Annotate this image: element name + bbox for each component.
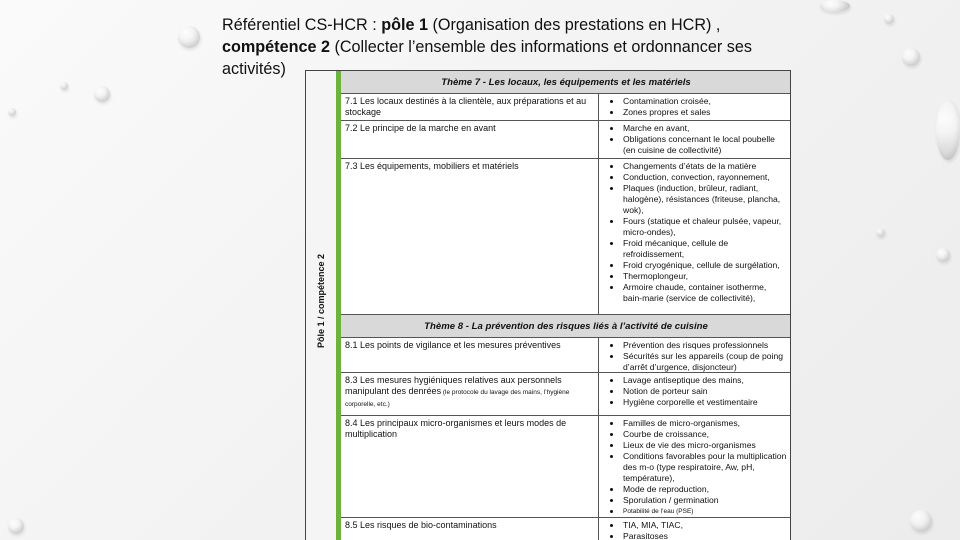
list-item: Froid mécanique, cellule de refroidissement, xyxy=(607,238,787,260)
row-topic: 8.1 Les points de vigilance et les mesures préventives xyxy=(341,338,599,372)
sidebar-label: Pôle 1 / compétence 2 xyxy=(316,253,326,349)
table-row xyxy=(341,373,791,416)
list-item: Prévention des risques professionnels xyxy=(607,340,787,351)
list-item: Marche en avant, xyxy=(607,123,787,134)
list-item: Courbe de croissance, xyxy=(607,429,787,440)
list-item: Hygiène corporelle et vestimentaire xyxy=(607,397,787,408)
water-droplet xyxy=(910,510,932,532)
water-droplet xyxy=(94,86,110,102)
list-item: Froid cryogénique, cellule de surgélation, xyxy=(607,260,787,271)
heading-line2-rest: (Collecter l’ensemble des informations et ordonnancer ses xyxy=(329,38,752,56)
heading-pole: pôle 1 xyxy=(381,16,429,34)
list-item: Conditions favorables pour la multiplication des m-o (type respiratoire, Aw, pH, température), xyxy=(607,451,787,484)
table-row xyxy=(341,159,791,315)
row-topic: 8.5 Les risques de bio-contaminations xyxy=(341,518,599,540)
list-item: Familles de micro-organismes, xyxy=(607,418,787,429)
water-droplet xyxy=(876,228,885,237)
list-item: Contamination croisée, xyxy=(607,96,787,107)
theme8-title: Thème 8 - La prévention des risques liés à l’activité de cuisine xyxy=(341,315,791,338)
table-row xyxy=(341,416,791,518)
water-droplet xyxy=(8,108,16,116)
heading-line1-plain: Référentiel CS-HCR : xyxy=(222,16,382,34)
table-row xyxy=(341,121,791,159)
referential-table xyxy=(341,71,791,540)
row-topic: 7.3 Les équipements, mobiliers et matériels xyxy=(341,159,599,314)
list-item: TIA, MIA, TIAC, xyxy=(607,520,787,531)
list-item: Changements d’états de la matière xyxy=(607,161,787,172)
water-droplet xyxy=(820,0,850,12)
row-topic: 8.3 Les mesures hygiéniques relatives aux personnels manipulant des denrées xyxy=(345,375,562,396)
water-droplet xyxy=(60,82,68,90)
list-item: Thermoplongeur, xyxy=(607,271,787,282)
list-item: Conduction, convection, rayonnement, xyxy=(607,172,787,183)
list-item: Sporulation / germination xyxy=(607,495,787,506)
list-item: Mode de reproduction, xyxy=(607,484,787,495)
list-item: Armoire chaude, container isotherme, bain-marie (service de collectivité), xyxy=(607,282,787,304)
row-topic: 7.2 Le principe de la marche en avant xyxy=(341,121,599,158)
row-topic: 7.1 Les locaux destinés à la clientèle, aux préparations et au stockage xyxy=(341,94,599,120)
list-item: Zones propres et sales xyxy=(607,107,787,118)
water-droplet xyxy=(902,48,920,66)
table-row xyxy=(341,338,791,373)
list-item: Plaques (induction, brûleur, radiant, halogène), résistances (friteuse, plancha, wok), xyxy=(607,183,787,216)
table-row xyxy=(341,518,791,540)
row-topic: 8.4 Les principaux micro-organismes et leurs modes de multiplication xyxy=(341,416,599,517)
list-item: Parasitoses xyxy=(607,531,787,540)
water-droplet xyxy=(884,14,894,24)
list-item: Notion de porteur sain xyxy=(607,386,787,397)
heading-line3: activités) xyxy=(222,60,286,78)
list-item: Sécurités sur les appareils (coup de poing d’arrêt d’urgence, disjoncteur) xyxy=(607,351,787,373)
list-item: Lieux de vie des micro-organismes xyxy=(607,440,787,451)
water-droplet xyxy=(8,518,24,534)
list-item: Lavage antiseptique des mains, xyxy=(607,375,787,386)
row-topic-note: (le protocole du lavage des mains, l’hygiène corporelle, etc.) xyxy=(345,389,570,408)
table-row xyxy=(341,94,791,121)
list-item: Fours (statique et chaleur pulsée, vapeur, micro-ondes), xyxy=(607,216,787,238)
table-sidebar xyxy=(306,71,337,540)
heading-competence: compétence 2 xyxy=(222,38,330,56)
theme7-title: Thème 7 - Les locaux, les équipements et les matériels xyxy=(341,71,791,94)
heading-line1-rest: (Organisation des prestations en HCR) , xyxy=(428,16,721,34)
list-item: Obligations concernant le local poubelle (en cuisine de collectivité) xyxy=(607,134,787,156)
water-droplet xyxy=(178,26,200,48)
water-droplet xyxy=(936,100,960,160)
list-item: Potabilité de l’eau (PSE) xyxy=(607,506,787,517)
water-droplet xyxy=(936,248,950,262)
referential-table-image xyxy=(305,70,791,540)
